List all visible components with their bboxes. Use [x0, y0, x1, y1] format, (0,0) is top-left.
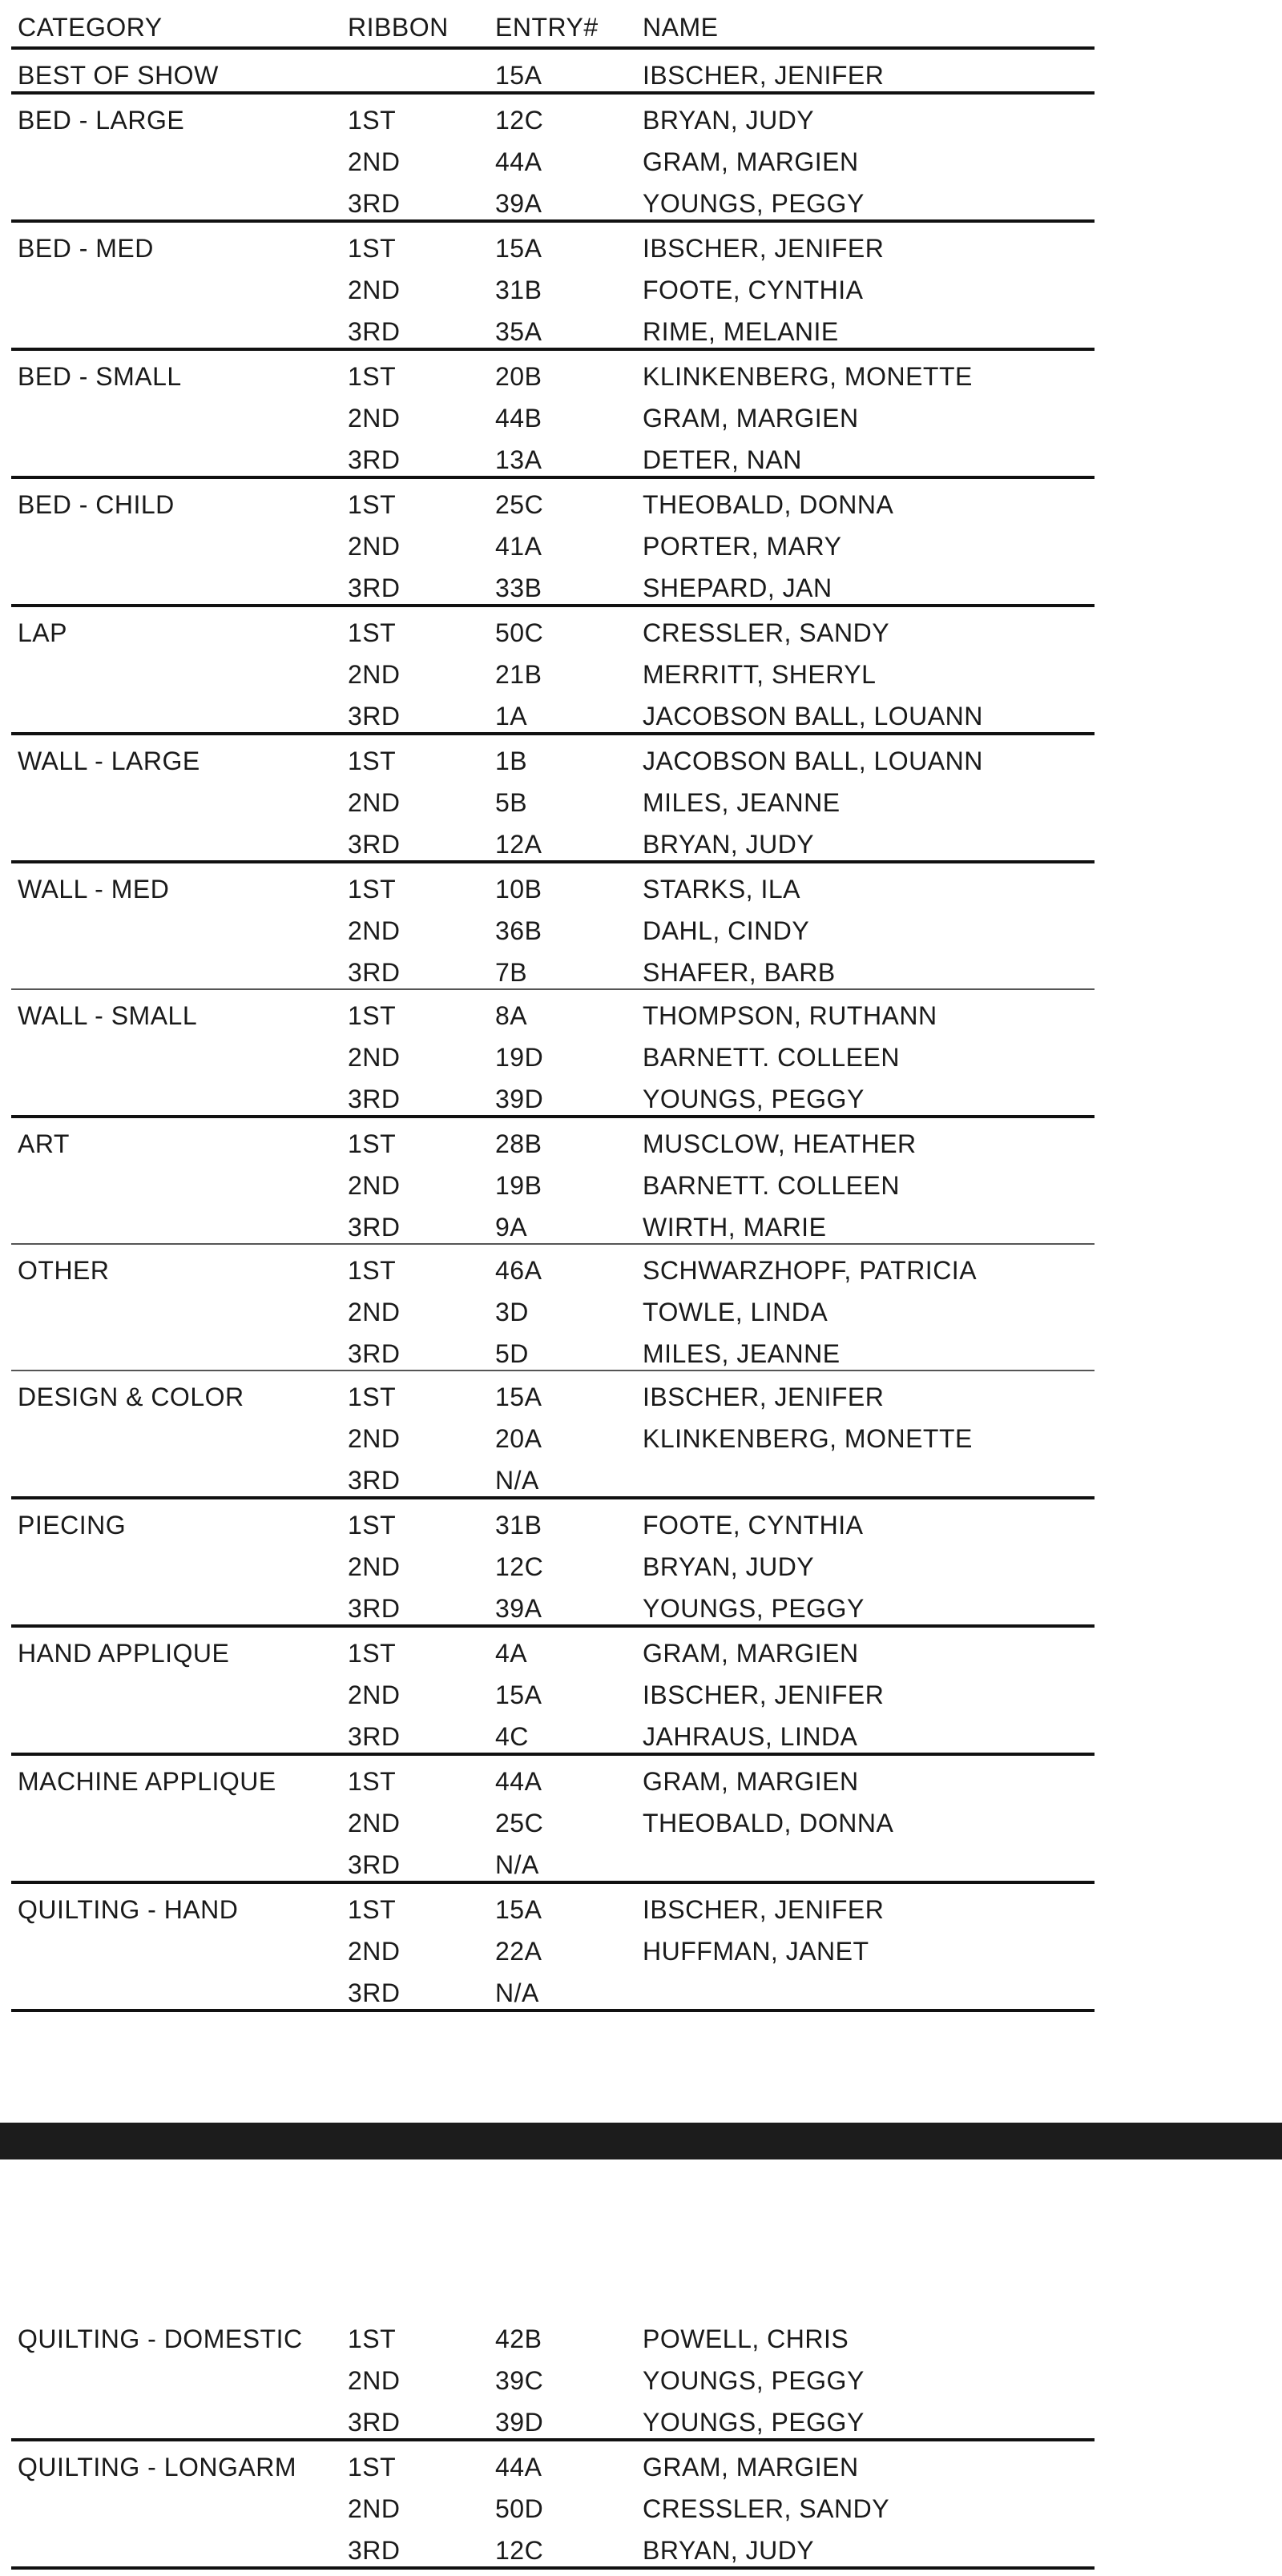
table-row	[11, 1073, 1095, 1115]
results-table-bottom	[11, 2313, 1095, 2570]
table-row	[11, 863, 1095, 905]
category-group	[11, 2441, 1095, 2570]
ribbon-cell: 1ST	[348, 1001, 397, 1030]
header-category: CATEGORY	[18, 13, 163, 42]
ribbon-cell: 2ND	[348, 276, 401, 304]
name-cell: JAHRAUS, LINDA	[643, 1722, 858, 1751]
entry-cell: 5D	[495, 1339, 529, 1368]
name-cell: IBSCHER, JENIFER	[643, 1895, 885, 1924]
category-group	[11, 1245, 1095, 1371]
entry-cell: 44A	[495, 147, 542, 176]
ribbon-cell: 1ST	[348, 2324, 397, 2353]
category-group	[11, 1756, 1095, 1884]
name-cell: IBSCHER, JENIFER	[643, 1680, 885, 1709]
name-cell: GRAM, MARGIEN	[643, 2453, 859, 2481]
ribbon-cell: 1ST	[348, 875, 397, 904]
entry-cell: 7B	[495, 958, 528, 987]
name-cell: BRYAN, JUDY	[643, 106, 815, 135]
ribbon-cell: 1ST	[348, 1639, 397, 1668]
name-cell: RIME, MELANIE	[643, 317, 839, 346]
table-row	[11, 1583, 1095, 1624]
ribbon-cell: 1ST	[348, 1256, 397, 1285]
name-cell: POWELL, CHRIS	[643, 2324, 849, 2353]
category-cell: BED - CHILD	[18, 490, 175, 519]
name-cell: MILES, JEANNE	[643, 788, 841, 817]
category-cell: OTHER	[18, 1256, 110, 1285]
table-row	[11, 562, 1095, 604]
ribbon-cell: 3RD	[348, 830, 401, 859]
entry-cell: 25C	[495, 1809, 544, 1837]
table-row	[11, 264, 1095, 306]
table-row	[11, 1160, 1095, 1201]
name-cell: YOUNGS, PEGGY	[643, 1594, 865, 1623]
category-cell: DESIGN & COLOR	[18, 1383, 244, 1411]
entry-cell: 44A	[495, 1767, 542, 1796]
entry-cell: N/A	[495, 1978, 539, 2007]
table-row	[11, 1499, 1095, 1541]
table-row	[11, 479, 1095, 521]
ribbon-cell: 1ST	[348, 1383, 397, 1411]
entry-cell: 41A	[495, 532, 542, 561]
name-cell: KLINKENBERG, MONETTE	[643, 362, 973, 391]
name-cell: SHEPARD, JAN	[643, 574, 832, 602]
category-group	[11, 1371, 1095, 1499]
category-cell: ART	[18, 1129, 70, 1158]
ribbon-cell: 2ND	[348, 2494, 401, 2523]
category-group	[11, 863, 1095, 990]
top-groups	[11, 50, 1095, 2012]
category-cell: PIECING	[18, 1511, 127, 1540]
entry-cell: 35A	[495, 317, 542, 346]
name-cell: DETER, NAN	[643, 445, 802, 474]
table-row	[11, 95, 1095, 136]
category-cell: BED - MED	[18, 234, 154, 263]
entry-cell: 4C	[495, 1722, 529, 1751]
header-ribbon: RIBBON	[348, 13, 449, 42]
name-cell: SCHWARZHOPF, PATRICIA	[643, 1256, 978, 1285]
table-row	[11, 1328, 1095, 1370]
entry-cell: 15A	[495, 61, 542, 90]
entry-cell: 4A	[495, 1639, 528, 1668]
category-group	[11, 479, 1095, 607]
name-cell: KLINKENBERG, MONETTE	[643, 1424, 973, 1453]
name-cell: TOWLE, LINDA	[643, 1298, 828, 1326]
entry-cell: 39C	[495, 2366, 544, 2395]
ribbon-cell: 1ST	[348, 362, 397, 391]
name-cell: BARNETT. COLLEEN	[643, 1171, 900, 1200]
name-cell: DAHL, CINDY	[643, 916, 810, 945]
entry-cell: N/A	[495, 1850, 539, 1879]
name-cell: FOOTE, CYNTHIA	[643, 1511, 864, 1540]
table-row	[11, 649, 1095, 690]
ribbon-cell: 2ND	[348, 1043, 401, 1072]
table-row	[11, 1413, 1095, 1455]
ribbon-cell: 2ND	[348, 532, 401, 561]
table-row	[11, 819, 1095, 860]
name-cell: FOOTE, CYNTHIA	[643, 276, 864, 304]
table-row	[11, 2525, 1095, 2566]
header-name: NAME	[643, 13, 719, 42]
name-cell: GRAM, MARGIEN	[643, 1767, 859, 1796]
name-cell: PORTER, MARY	[643, 532, 842, 561]
table-row	[11, 735, 1095, 777]
category-cell: LAP	[18, 618, 67, 647]
entry-cell: 15A	[495, 1895, 542, 1924]
category-cell: BEST OF SHOW	[18, 61, 219, 90]
entry-cell: 3D	[495, 1298, 529, 1326]
name-cell: BRYAN, JUDY	[643, 830, 815, 859]
entry-cell: 44A	[495, 2453, 542, 2481]
table-row	[11, 223, 1095, 264]
table-row	[11, 990, 1095, 1032]
entry-cell: 8A	[495, 1001, 528, 1030]
ribbon-cell: 2ND	[348, 788, 401, 817]
entry-cell: 1B	[495, 747, 528, 775]
ribbon-cell: 3RD	[348, 1850, 401, 1879]
ribbon-cell: 3RD	[348, 1339, 401, 1368]
name-cell: GRAM, MARGIEN	[643, 404, 859, 433]
name-cell: MILES, JEANNE	[643, 1339, 841, 1368]
name-cell: THOMPSON, RUTHANN	[643, 1001, 937, 1030]
category-group	[11, 1499, 1095, 1628]
table-row	[11, 2441, 1095, 2483]
entry-cell: N/A	[495, 1466, 539, 1495]
table-row	[11, 1756, 1095, 1797]
entry-cell: 15A	[495, 234, 542, 263]
entry-cell: 39D	[495, 1085, 544, 1113]
table-row	[11, 1201, 1095, 1243]
name-cell: CRESSLER, SANDY	[643, 618, 890, 647]
table-row	[11, 1118, 1095, 1160]
name-cell: MUSCLOW, HEATHER	[643, 1129, 917, 1158]
ribbon-cell: 1ST	[348, 1895, 397, 1924]
ribbon-cell: 1ST	[348, 1129, 397, 1158]
name-cell: HUFFMAN, JANET	[643, 1937, 869, 1966]
table-row	[11, 50, 1095, 91]
table-row	[11, 1455, 1095, 1496]
ribbon-cell: 1ST	[348, 1511, 397, 1540]
category-cell: BED - LARGE	[18, 106, 185, 135]
name-cell: CRESSLER, SANDY	[643, 2494, 890, 2523]
category-group	[11, 735, 1095, 863]
table-row	[11, 521, 1095, 562]
entry-cell: 12C	[495, 2536, 544, 2565]
name-cell: YOUNGS, PEGGY	[643, 189, 865, 218]
name-cell: YOUNGS, PEGGY	[643, 1085, 865, 1113]
ribbon-cell: 3RD	[348, 1594, 401, 1623]
table-row	[11, 434, 1095, 476]
entry-cell: 39A	[495, 189, 542, 218]
ribbon-cell: 1ST	[348, 234, 397, 263]
name-cell: JACOBSON BALL, LOUANN	[643, 702, 983, 731]
ribbon-cell: 3RD	[348, 1213, 401, 1242]
table-row	[11, 351, 1095, 392]
entry-cell: 22A	[495, 1937, 542, 1966]
entry-cell: 21B	[495, 660, 542, 689]
ribbon-cell: 2ND	[348, 1680, 401, 1709]
ribbon-cell: 3RD	[348, 1466, 401, 1495]
ribbon-cell: 1ST	[348, 747, 397, 775]
entry-cell: 12A	[495, 830, 542, 859]
ribbon-cell: 2ND	[348, 1937, 401, 1966]
category-cell: MACHINE APPLIQUE	[18, 1767, 276, 1796]
ribbon-cell: 1ST	[348, 490, 397, 519]
table-header-row	[11, 0, 1095, 50]
entry-cell: 1A	[495, 702, 528, 731]
entry-cell: 15A	[495, 1680, 542, 1709]
table-row	[11, 1669, 1095, 1711]
entry-cell: 9A	[495, 1213, 528, 1242]
category-cell: QUILTING - HAND	[18, 1895, 239, 1924]
category-group	[11, 223, 1095, 351]
ribbon-cell: 3RD	[348, 1085, 401, 1113]
name-cell: IBSCHER, JENIFER	[643, 234, 885, 263]
ribbon-cell: 3RD	[348, 1978, 401, 2007]
ribbon-cell: 1ST	[348, 2453, 397, 2481]
entry-cell: 50D	[495, 2494, 544, 2523]
table-row	[11, 1371, 1095, 1413]
name-cell: IBSCHER, JENIFER	[643, 61, 885, 90]
table-row	[11, 392, 1095, 434]
entry-cell: 12C	[495, 1552, 544, 1581]
name-cell: THEOBALD, DONNA	[643, 490, 894, 519]
page-break-band	[0, 2123, 1282, 2159]
table-row	[11, 1926, 1095, 1967]
table-row	[11, 777, 1095, 819]
name-cell: BRYAN, JUDY	[643, 1552, 815, 1581]
ribbon-cell: 2ND	[348, 147, 401, 176]
bottom-groups	[11, 2313, 1095, 2570]
entry-cell: 19D	[495, 1043, 544, 1072]
entry-cell: 33B	[495, 574, 542, 602]
name-cell: BARNETT. COLLEEN	[643, 1043, 900, 1072]
entry-cell: 42B	[495, 2324, 542, 2353]
entry-cell: 46A	[495, 1256, 542, 1285]
category-group	[11, 2313, 1095, 2441]
table-row	[11, 607, 1095, 649]
entry-cell: 25C	[495, 490, 544, 519]
name-cell: THEOBALD, DONNA	[643, 1809, 894, 1837]
table-row	[11, 1286, 1095, 1328]
category-group	[11, 1628, 1095, 1756]
entry-cell: 39A	[495, 1594, 542, 1623]
ribbon-cell: 2ND	[348, 660, 401, 689]
table-row	[11, 1711, 1095, 1753]
name-cell: GRAM, MARGIEN	[643, 1639, 859, 1668]
table-row	[11, 1628, 1095, 1669]
table-row	[11, 2313, 1095, 2355]
ribbon-cell: 3RD	[348, 189, 401, 218]
ribbon-cell: 2ND	[348, 1171, 401, 1200]
entry-cell: 31B	[495, 276, 542, 304]
name-cell: BRYAN, JUDY	[643, 2536, 815, 2565]
name-cell: YOUNGS, PEGGY	[643, 2408, 865, 2437]
entry-cell: 20A	[495, 1424, 542, 1453]
ribbon-cell: 2ND	[348, 1424, 401, 1453]
entry-cell: 31B	[495, 1511, 542, 1540]
table-row	[11, 1884, 1095, 1926]
table-row	[11, 136, 1095, 178]
ribbon-cell: 2ND	[348, 2366, 401, 2395]
category-group	[11, 1118, 1095, 1245]
entry-cell: 13A	[495, 445, 542, 474]
ribbon-cell: 2ND	[348, 916, 401, 945]
entry-cell: 5B	[495, 788, 528, 817]
entry-cell: 19B	[495, 1171, 542, 1200]
header-entry: ENTRY#	[495, 13, 599, 42]
category-cell: WALL - SMALL	[18, 1001, 198, 1030]
table-row	[11, 306, 1095, 348]
name-cell: IBSCHER, JENIFER	[643, 1383, 885, 1411]
entry-cell: 44B	[495, 404, 542, 433]
ribbon-cell: 3RD	[348, 2408, 401, 2437]
category-cell: QUILTING - DOMESTIC	[18, 2324, 303, 2353]
name-cell: MERRITT, SHERYL	[643, 660, 877, 689]
ribbon-cell: 2ND	[348, 1552, 401, 1581]
category-cell: WALL - LARGE	[18, 747, 200, 775]
category-group	[11, 50, 1095, 95]
category-cell: QUILTING - LONGARM	[18, 2453, 296, 2481]
table-row	[11, 1245, 1095, 1286]
entry-cell: 20B	[495, 362, 542, 391]
ribbon-cell: 3RD	[348, 574, 401, 602]
table-row	[11, 1797, 1095, 1839]
category-cell: HAND APPLIQUE	[18, 1639, 230, 1668]
ribbon-cell: 1ST	[348, 618, 397, 647]
ribbon-cell: 3RD	[348, 702, 401, 731]
table-row	[11, 178, 1095, 219]
ribbon-cell: 2ND	[348, 404, 401, 433]
ribbon-cell: 3RD	[348, 1722, 401, 1751]
ribbon-cell: 3RD	[348, 317, 401, 346]
ribbon-cell: 3RD	[348, 445, 401, 474]
name-cell: STARKS, ILA	[643, 875, 800, 904]
table-row	[11, 1839, 1095, 1881]
table-row	[11, 2483, 1095, 2525]
category-group	[11, 351, 1095, 479]
entry-cell: 28B	[495, 1129, 542, 1158]
table-row	[11, 690, 1095, 732]
table-row	[11, 2355, 1095, 2397]
name-cell: YOUNGS, PEGGY	[643, 2366, 865, 2395]
category-group	[11, 607, 1095, 735]
table-row	[11, 1967, 1095, 2009]
table-row	[11, 947, 1095, 988]
entry-cell: 50C	[495, 618, 544, 647]
ribbon-cell: 3RD	[348, 2536, 401, 2565]
entry-cell: 39D	[495, 2408, 544, 2437]
name-cell: SHAFER, BARB	[643, 958, 836, 987]
category-cell: WALL - MED	[18, 875, 170, 904]
name-cell: GRAM, MARGIEN	[643, 147, 859, 176]
table-row	[11, 905, 1095, 947]
table-row	[11, 2397, 1095, 2438]
entry-cell: 10B	[495, 875, 542, 904]
entry-cell: 12C	[495, 106, 544, 135]
results-table-top	[11, 0, 1095, 2012]
category-group	[11, 1884, 1095, 2012]
table-row	[11, 1541, 1095, 1583]
ribbon-cell: 1ST	[348, 106, 397, 135]
ribbon-cell: 3RD	[348, 958, 401, 987]
entry-cell: 15A	[495, 1383, 542, 1411]
ribbon-cell: 2ND	[348, 1809, 401, 1837]
name-cell: WIRTH, MARIE	[643, 1213, 827, 1242]
category-group	[11, 95, 1095, 223]
ribbon-cell: 2ND	[348, 1298, 401, 1326]
category-group	[11, 990, 1095, 1118]
table-row	[11, 1032, 1095, 1073]
category-cell: BED - SMALL	[18, 362, 182, 391]
name-cell: JACOBSON BALL, LOUANN	[643, 747, 983, 775]
entry-cell: 36B	[495, 916, 542, 945]
ribbon-cell: 1ST	[348, 1767, 397, 1796]
